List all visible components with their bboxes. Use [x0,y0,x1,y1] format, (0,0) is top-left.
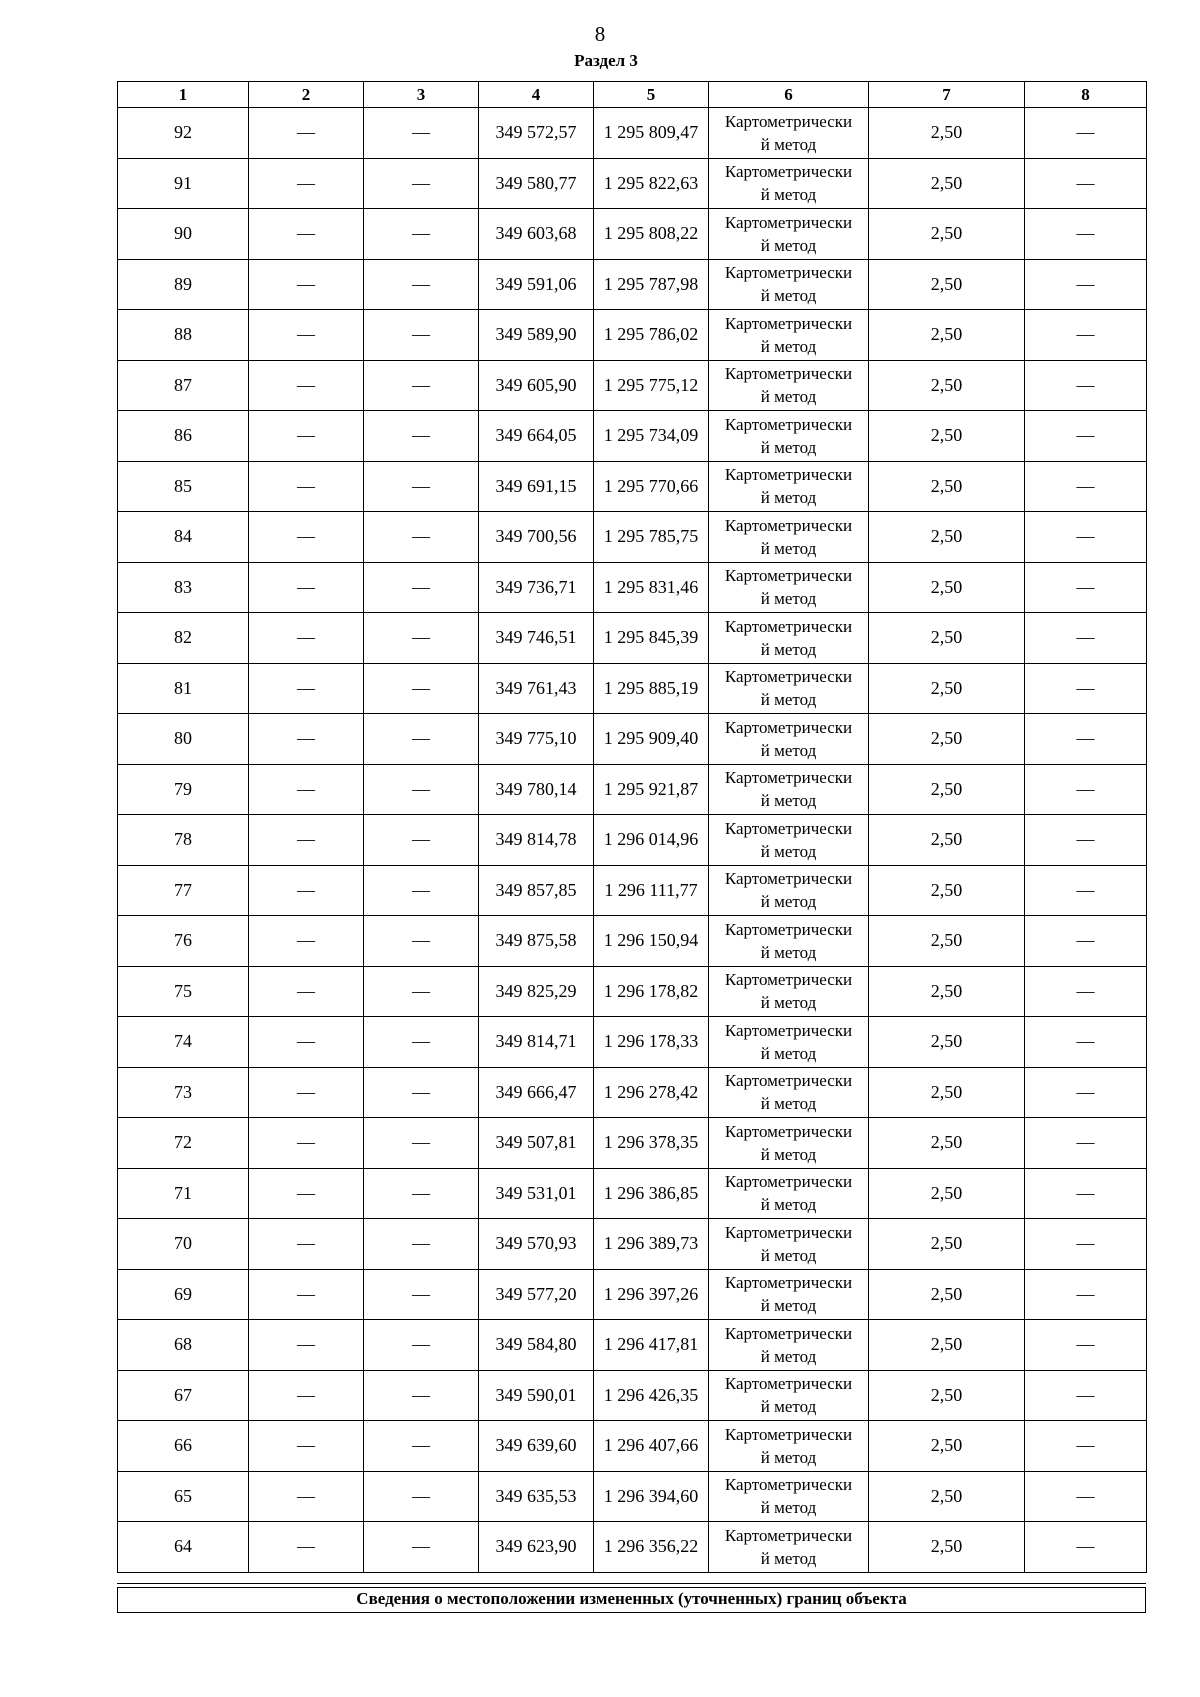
x-coordinate-cell: 349 591,06 [479,259,594,310]
x-coordinate-cell: 349 507,81 [479,1118,594,1169]
col2-cell: — [249,1118,364,1169]
y-coordinate-cell: 1 296 178,33 [594,1017,709,1068]
table-row [118,1269,1147,1320]
point-number-cell: 74 [118,1017,249,1068]
point-number-cell: 81 [118,663,249,714]
point-number-cell: 90 [118,209,249,260]
method-cell: Картометрически й метод [709,764,869,815]
y-coordinate-cell: 1 296 178,82 [594,966,709,1017]
x-coordinate-cell: 349 589,90 [479,310,594,361]
col8-cell: — [1025,310,1147,361]
col3-cell: — [364,158,479,209]
table-row [118,1067,1147,1118]
x-coordinate-cell: 349 531,01 [479,1168,594,1219]
x-coordinate-cell: 349 572,57 [479,108,594,159]
method-cell: Картометрически й метод [709,209,869,260]
col3-cell: — [364,461,479,512]
accuracy-cell: 2,50 [869,411,1025,462]
x-coordinate-cell: 349 666,47 [479,1067,594,1118]
col3-cell: — [364,1219,479,1270]
section-title: Раздел 3 [574,51,638,70]
y-coordinate-cell: 1 295 770,66 [594,461,709,512]
column-header: 5 [594,82,709,108]
point-number-cell: 91 [118,158,249,209]
accuracy-cell: 2,50 [869,1421,1025,1472]
col3-cell: — [364,411,479,462]
method-cell: Картометрически й метод [709,916,869,967]
point-number-cell: 84 [118,512,249,563]
col8-cell: — [1025,714,1147,765]
accuracy-cell: 2,50 [869,1269,1025,1320]
table-row [118,1219,1147,1270]
col8-cell: — [1025,411,1147,462]
method-cell: Картометрически й метод [709,1118,869,1169]
col3-cell: — [364,209,479,260]
method-cell: Картометрически й метод [709,1370,869,1421]
x-coordinate-cell: 349 857,85 [479,865,594,916]
table-row [118,1471,1147,1522]
method-cell: Картометрически й метод [709,158,869,209]
point-number-cell: 86 [118,411,249,462]
footer-divider [117,1583,1146,1584]
col8-cell: — [1025,1421,1147,1472]
col8-cell: — [1025,1471,1147,1522]
col3-cell: — [364,1017,479,1068]
col2-cell: — [249,411,364,462]
point-number-cell: 80 [118,714,249,765]
accuracy-cell: 2,50 [869,1320,1025,1371]
x-coordinate-cell: 349 570,93 [479,1219,594,1270]
col2-cell: — [249,259,364,310]
y-coordinate-cell: 1 295 734,09 [594,411,709,462]
col3-cell: — [364,1269,479,1320]
col3-cell: — [364,966,479,1017]
point-number-cell: 83 [118,562,249,613]
table-row [118,815,1147,866]
col2-cell: — [249,613,364,664]
col8-cell: — [1025,360,1147,411]
col8-cell: — [1025,108,1147,159]
col8-cell: — [1025,1168,1147,1219]
y-coordinate-cell: 1 295 921,87 [594,764,709,815]
table-row [118,411,1147,462]
table-row [118,259,1147,310]
accuracy-cell: 2,50 [869,1219,1025,1270]
point-number-cell: 82 [118,613,249,664]
col8-cell: — [1025,1269,1147,1320]
col3-cell: — [364,1320,479,1371]
point-number-cell: 65 [118,1471,249,1522]
y-coordinate-cell: 1 296 389,73 [594,1219,709,1270]
table-row [118,108,1147,159]
point-number-cell: 64 [118,1522,249,1573]
method-cell: Картометрически й метод [709,1522,869,1573]
y-coordinate-cell: 1 296 356,22 [594,1522,709,1573]
col2-cell: — [249,1522,364,1573]
col2-cell: — [249,663,364,714]
method-cell: Картометрически й метод [709,1421,869,1472]
point-number-cell: 72 [118,1118,249,1169]
x-coordinate-cell: 349 635,53 [479,1471,594,1522]
y-coordinate-cell: 1 295 809,47 [594,108,709,159]
accuracy-cell: 2,50 [869,360,1025,411]
y-coordinate-cell: 1 295 885,19 [594,663,709,714]
x-coordinate-cell: 349 623,90 [479,1522,594,1573]
method-cell: Картометрически й метод [709,815,869,866]
x-coordinate-cell: 349 746,51 [479,613,594,664]
y-coordinate-cell: 1 296 014,96 [594,815,709,866]
table-row [118,158,1147,209]
point-number-cell: 78 [118,815,249,866]
page-number: 8 [594,22,606,46]
method-cell: Картометрически й метод [709,411,869,462]
table-row [118,916,1147,967]
y-coordinate-cell: 1 295 786,02 [594,310,709,361]
col2-cell: — [249,209,364,260]
table-row [118,1168,1147,1219]
table-row [118,613,1147,664]
col3-cell: — [364,360,479,411]
col8-cell: — [1025,663,1147,714]
x-coordinate-cell: 349 590,01 [479,1370,594,1421]
x-coordinate-cell: 349 691,15 [479,461,594,512]
method-cell: Картометрически й метод [709,108,869,159]
y-coordinate-cell: 1 295 831,46 [594,562,709,613]
col3-cell: — [364,1118,479,1169]
method-cell: Картометрически й метод [709,1067,869,1118]
col2-cell: — [249,966,364,1017]
col2-cell: — [249,1471,364,1522]
col8-cell: — [1025,1522,1147,1573]
column-header: 1 [118,82,249,108]
table-row [118,1118,1147,1169]
col3-cell: — [364,1067,479,1118]
y-coordinate-cell: 1 296 394,60 [594,1471,709,1522]
table-row [118,209,1147,260]
accuracy-cell: 2,50 [869,259,1025,310]
col3-cell: — [364,1370,479,1421]
table-row [118,512,1147,563]
col3-cell: — [364,714,479,765]
x-coordinate-cell: 349 580,77 [479,158,594,209]
accuracy-cell: 2,50 [869,663,1025,714]
col3-cell: — [364,764,479,815]
x-coordinate-cell: 349 639,60 [479,1421,594,1472]
accuracy-cell: 2,50 [869,865,1025,916]
col3-cell: — [364,1421,479,1472]
accuracy-cell: 2,50 [869,512,1025,563]
table-row [118,310,1147,361]
col8-cell: — [1025,209,1147,260]
accuracy-cell: 2,50 [869,966,1025,1017]
accuracy-cell: 2,50 [869,764,1025,815]
col2-cell: — [249,512,364,563]
col2-cell: — [249,108,364,159]
accuracy-cell: 2,50 [869,562,1025,613]
col3-cell: — [364,562,479,613]
col8-cell: — [1025,916,1147,967]
col2-cell: — [249,1269,364,1320]
y-coordinate-cell: 1 295 822,63 [594,158,709,209]
method-cell: Картометрически й метод [709,865,869,916]
method-cell: Картометрически й метод [709,1471,869,1522]
col3-cell: — [364,916,479,967]
x-coordinate-cell: 349 814,78 [479,815,594,866]
method-cell: Картометрически й метод [709,259,869,310]
col8-cell: — [1025,158,1147,209]
y-coordinate-cell: 1 296 397,26 [594,1269,709,1320]
table-row [118,1320,1147,1371]
method-cell: Картометрически й метод [709,562,869,613]
method-cell: Картометрически й метод [709,663,869,714]
col3-cell: — [364,613,479,664]
col2-cell: — [249,1370,364,1421]
col3-cell: — [364,310,479,361]
point-number-cell: 76 [118,916,249,967]
method-cell: Картометрически й метод [709,310,869,361]
x-coordinate-cell: 349 584,80 [479,1320,594,1371]
col8-cell: — [1025,512,1147,563]
y-coordinate-cell: 1 296 378,35 [594,1118,709,1169]
col8-cell: — [1025,966,1147,1017]
accuracy-cell: 2,50 [869,461,1025,512]
col3-cell: — [364,259,479,310]
col8-cell: — [1025,815,1147,866]
point-number-cell: 89 [118,259,249,310]
column-header: 6 [709,82,869,108]
method-cell: Картометрически й метод [709,1320,869,1371]
col8-cell: — [1025,1219,1147,1270]
accuracy-cell: 2,50 [869,1067,1025,1118]
accuracy-cell: 2,50 [869,108,1025,159]
y-coordinate-cell: 1 295 808,22 [594,209,709,260]
table-row [118,663,1147,714]
col2-cell: — [249,1017,364,1068]
col8-cell: — [1025,1370,1147,1421]
method-cell: Картометрически й метод [709,1017,869,1068]
col8-cell: — [1025,1320,1147,1371]
column-header: 7 [869,82,1025,108]
x-coordinate-cell: 349 775,10 [479,714,594,765]
col8-cell: — [1025,1017,1147,1068]
accuracy-cell: 2,50 [869,815,1025,866]
accuracy-cell: 2,50 [869,158,1025,209]
point-number-cell: 79 [118,764,249,815]
point-number-cell: 69 [118,1269,249,1320]
point-number-cell: 68 [118,1320,249,1371]
x-coordinate-cell: 349 736,71 [479,562,594,613]
col2-cell: — [249,916,364,967]
table-row [118,764,1147,815]
col8-cell: — [1025,613,1147,664]
x-coordinate-cell: 349 664,05 [479,411,594,462]
col3-cell: — [364,1168,479,1219]
y-coordinate-cell: 1 296 426,35 [594,1370,709,1421]
x-coordinate-cell: 349 577,20 [479,1269,594,1320]
col2-cell: — [249,360,364,411]
col8-cell: — [1025,1118,1147,1169]
y-coordinate-cell: 1 295 775,12 [594,360,709,411]
point-number-cell: 75 [118,966,249,1017]
y-coordinate-cell: 1 296 386,85 [594,1168,709,1219]
method-cell: Картометрически й метод [709,1219,869,1270]
method-cell: Картометрически й метод [709,613,869,664]
y-coordinate-cell: 1 296 111,77 [594,865,709,916]
y-coordinate-cell: 1 295 845,39 [594,613,709,664]
col2-cell: — [249,1421,364,1472]
col3-cell: — [364,663,479,714]
table-row [118,562,1147,613]
y-coordinate-cell: 1 296 417,81 [594,1320,709,1371]
col2-cell: — [249,764,364,815]
x-coordinate-cell: 349 875,58 [479,916,594,967]
accuracy-cell: 2,50 [869,310,1025,361]
table-row [118,360,1147,411]
col8-cell: — [1025,865,1147,916]
col8-cell: — [1025,461,1147,512]
col2-cell: — [249,815,364,866]
accuracy-cell: 2,50 [869,1017,1025,1068]
point-number-cell: 88 [118,310,249,361]
x-coordinate-cell: 349 814,71 [479,1017,594,1068]
col2-cell: — [249,1067,364,1118]
method-cell: Картометрически й метод [709,512,869,563]
point-number-cell: 92 [118,108,249,159]
x-coordinate-cell: 349 825,29 [479,966,594,1017]
x-coordinate-cell: 349 780,14 [479,764,594,815]
accuracy-cell: 2,50 [869,1118,1025,1169]
table-row [118,1522,1147,1573]
accuracy-cell: 2,50 [869,1370,1025,1421]
y-coordinate-cell: 1 296 278,42 [594,1067,709,1118]
col3-cell: — [364,512,479,563]
point-number-cell: 70 [118,1219,249,1270]
point-number-cell: 66 [118,1421,249,1472]
accuracy-cell: 2,50 [869,1168,1025,1219]
x-coordinate-cell: 349 761,43 [479,663,594,714]
y-coordinate-cell: 1 295 787,98 [594,259,709,310]
point-number-cell: 77 [118,865,249,916]
x-coordinate-cell: 349 603,68 [479,209,594,260]
column-header: 3 [364,82,479,108]
col2-cell: — [249,158,364,209]
col2-cell: — [249,1219,364,1270]
y-coordinate-cell: 1 295 909,40 [594,714,709,765]
footer-caption: Сведения о местоположении измененных (уточненных) границ объекта [117,1587,1146,1613]
col2-cell: — [249,461,364,512]
accuracy-cell: 2,50 [869,1471,1025,1522]
y-coordinate-cell: 1 295 785,75 [594,512,709,563]
col3-cell: — [364,1471,479,1522]
accuracy-cell: 2,50 [869,1522,1025,1573]
col3-cell: — [364,1522,479,1573]
y-coordinate-cell: 1 296 407,66 [594,1421,709,1472]
table-row [118,1370,1147,1421]
method-cell: Картометрически й метод [709,714,869,765]
col2-cell: — [249,714,364,765]
col3-cell: — [364,865,479,916]
col2-cell: — [249,1320,364,1371]
col3-cell: — [364,108,479,159]
coordinates-table [117,81,1147,1573]
x-coordinate-cell: 349 700,56 [479,512,594,563]
table-row [118,966,1147,1017]
column-header: 4 [479,82,594,108]
accuracy-cell: 2,50 [869,916,1025,967]
column-header: 2 [249,82,364,108]
point-number-cell: 73 [118,1067,249,1118]
col8-cell: — [1025,1067,1147,1118]
table-row [118,1421,1147,1472]
table-row [118,1017,1147,1068]
col2-cell: — [249,562,364,613]
method-cell: Картометрически й метод [709,461,869,512]
column-header: 8 [1025,82,1147,108]
method-cell: Картометрически й метод [709,360,869,411]
table-row [118,714,1147,765]
accuracy-cell: 2,50 [869,209,1025,260]
table-body [118,108,1147,1573]
point-number-cell: 85 [118,461,249,512]
method-cell: Картометрически й метод [709,1269,869,1320]
x-coordinate-cell: 349 605,90 [479,360,594,411]
point-number-cell: 71 [118,1168,249,1219]
col2-cell: — [249,1168,364,1219]
col8-cell: — [1025,764,1147,815]
col8-cell: — [1025,562,1147,613]
table-header-row [118,82,1147,108]
method-cell: Картометрически й метод [709,966,869,1017]
accuracy-cell: 2,50 [869,714,1025,765]
point-number-cell: 87 [118,360,249,411]
y-coordinate-cell: 1 296 150,94 [594,916,709,967]
table-row [118,461,1147,512]
method-cell: Картометрически й метод [709,1168,869,1219]
col2-cell: — [249,310,364,361]
col2-cell: — [249,865,364,916]
col8-cell: — [1025,259,1147,310]
accuracy-cell: 2,50 [869,613,1025,664]
col3-cell: — [364,815,479,866]
table-row [118,865,1147,916]
point-number-cell: 67 [118,1370,249,1421]
